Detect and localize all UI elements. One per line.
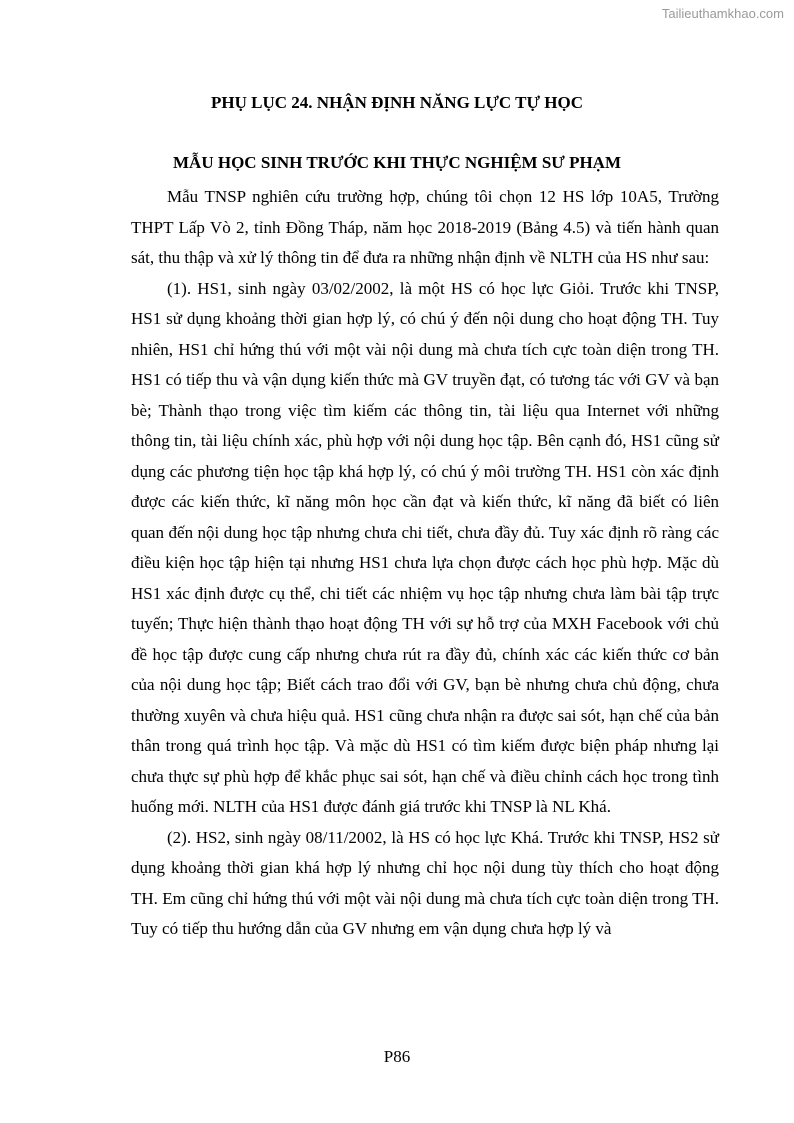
page-title: PHỤ LỤC 24. NHẬN ĐỊNH NĂNG LỰC TỰ HỌC [211, 93, 583, 112]
document-body [131, 182, 719, 945]
paragraph-intro: Mẫu TNSP nghiên cứu trường hợp, chúng tôi chọn 12 HS lớp 10A5, Trường THPT Lấp Vò 2, tỉnh Đồng Tháp, năm học 2018-2019 (Bảng 4.5) và tiến hành quan sát, thu thập và xử lý thông tin để đưa ra những nhận định về NLTH của HS như sau: [131, 187, 719, 267]
paragraph-hs2: (2). HS2, sinh ngày 08/11/2002, là HS có học lực Khá. Trước khi TNSP, HS2 sử dụng khoảng thời gian khá hợp lý nhưng chỉ học nội dung tùy thích cho hoạt động TH. Em cũng chỉ hứng thú với một vài nội dung mà chưa tích cực toàn diện trong TH. Tuy có tiếp thu hướng dẫn của GV nhưng em vận dụng chưa hợp lý và [131, 827, 719, 938]
watermark: Tailieuthamkhao.com [661, 6, 784, 21]
page-number: P86 [383, 1047, 411, 1066]
paragraph-hs1: (1). HS1, sinh ngày 03/02/2002, là một HS có học lực Giỏi. Trước khi TNSP, HS1 sử dụng khoảng thời gian hợp lý, có chú ý đến nội dung cho hoạt động TH. Tuy nhiên, HS1 chỉ hứng thú với một vài nội dung mà chưa tích cực toàn diện trong TH. HS1 có tiếp thu và vận dụng kiến thức mà GV truyền đạt, có tương tác với GV và bạn bè; Thành thạo trong việc tìm kiếm các thông tin, tài liệu qua Internet với những thông tin, tài liệu chính xác, phù hợp với nội dung học tập. Bên cạnh đó, HS1 cũng sử dụng các phương tiện học tập khá hợp lý, có chú ý môi trường TH. HS1 còn xác định được các kiến thức, kĩ năng môn học cần đạt và kiến thức, kĩ năng đã biết có liên quan đến nội dung học tập nhưng chưa chi tiết, chưa đầy đủ. Tuy xác định rõ ràng các điều kiện học tập hiện tại nhưng HS1 chưa lựa chọn được cách học phù hợp. Mặc dù HS1 xác định được cụ thể, chi tiết các nhiệm vụ học tập nhưng chưa làm bài tập trực tuyến; Thực hiện thành thạo hoạt động TH với sự hỗ trợ của MXH Facebook với chủ đề học tập được cung cấp nhưng chưa rút ra đầy đủ, chính xác các kiến thức cơ bản của nội dung học tập; Biết cách trao đổi với GV, bạn bè nhưng chưa chủ động, chưa thường xuyên và chưa hiệu quả. HS1 cũng chưa nhận ra được sai sót, hạn chế của bản thân trong quá trình học tập. Và mặc dù HS1 có tìm kiếm được biện pháp nhưng lại chưa thực sự phù hợp để khắc phục sai sót, hạn chế và điều chỉnh cách học trong tình huống mới. NLTH của HS1 được đánh giá trước khi TNSP là NL Khá. [131, 278, 719, 816]
section-subtitle: MẪU HỌC SINH TRƯỚC KHI THỰC NGHIỆM SƯ PHẠM [173, 153, 621, 172]
